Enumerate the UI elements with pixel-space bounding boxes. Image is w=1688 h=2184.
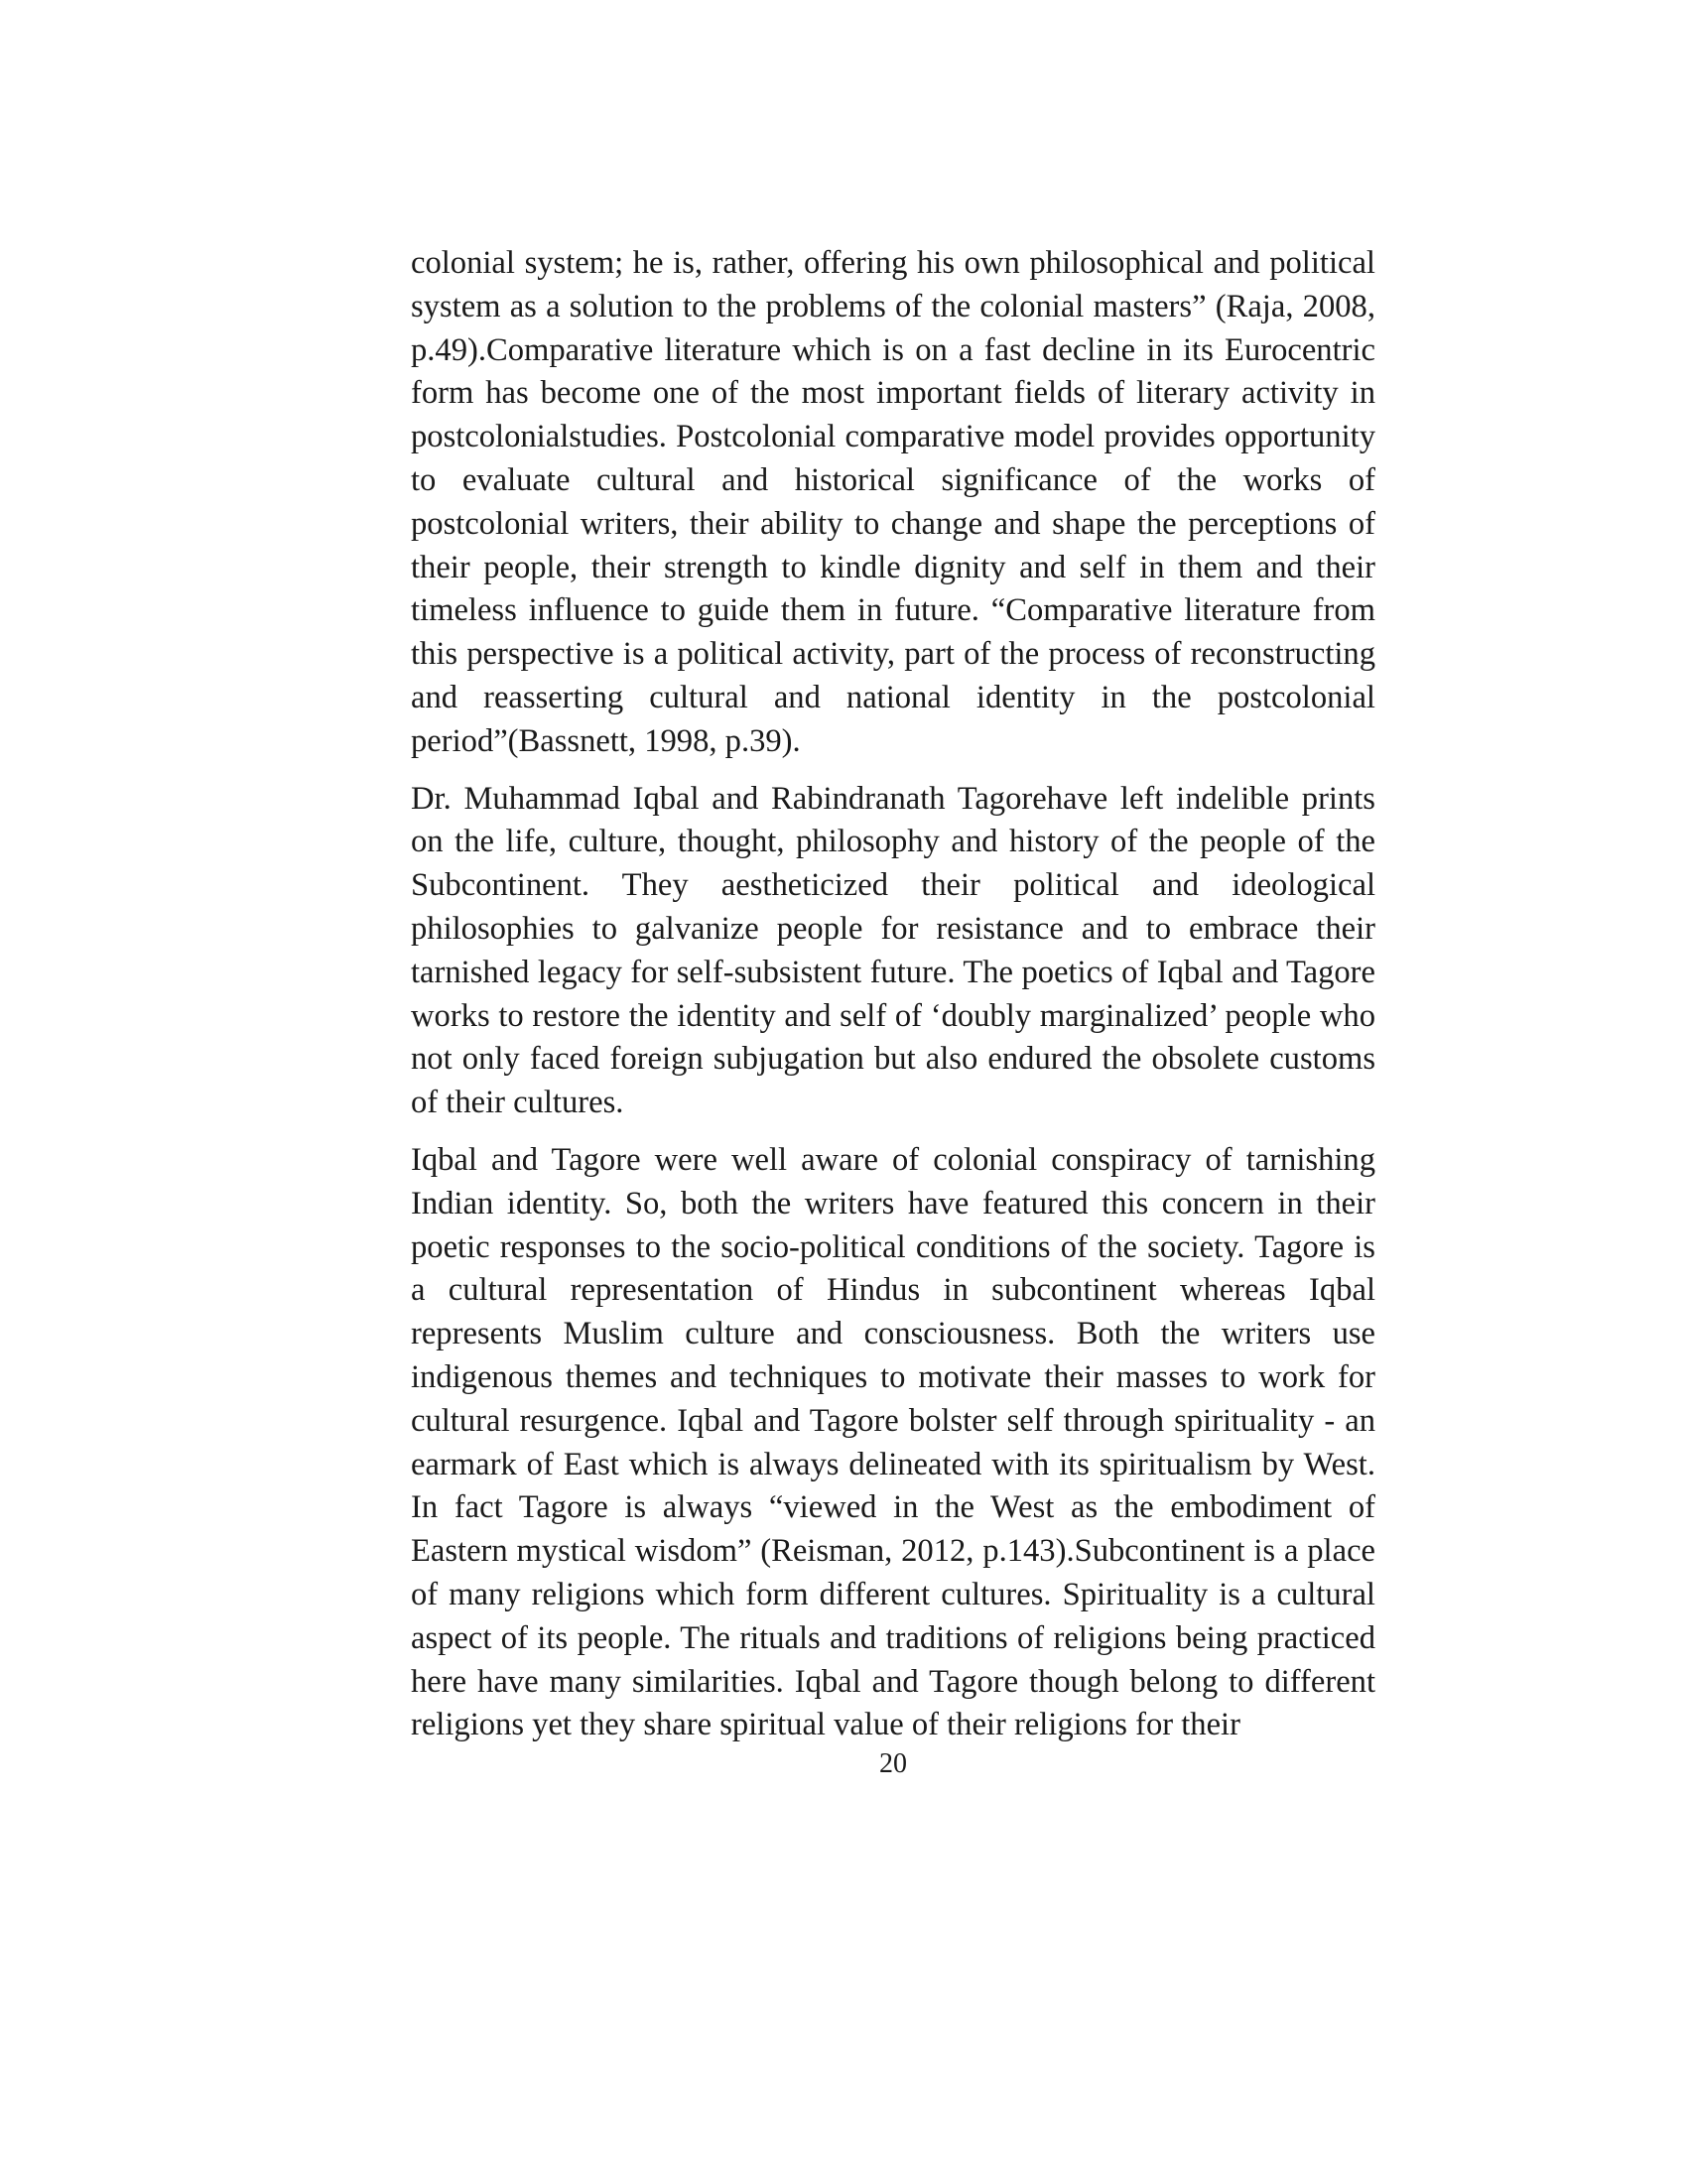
paragraph-iqbal-tagore-legacy: Dr. Muhammad Iqbal and Rabindranath Tagorehave left indelible prints on the life, culture, thought, philosophy and history of the people of the Subcontinent. They aestheticized their political and ideological philosophies to galvanize people for resistance and to embrace their tarnished legacy for self-subsistent future. The poetics of Iqbal and Tagore works to restore the identity and self of ‘doubly marginalized’ people who not only faced foreign subjugation but also endured the obsolete customs of their cultures. [411, 780, 1375, 1121]
body-text [411, 242, 1375, 1747]
page-number: 20 [879, 1748, 907, 1779]
paragraph-comparative-literature: colonial system; he is, rather, offering his own philosophical and political system as a solution to the problems of the colonial masters” (Raja, 2008, p.49).Comparative literature which is on a fast decline in its Eurocentric form has become one of the most important fields of literary activity in postcolonialstudies. Postcolonial comparative model provides opportunity to evaluate cultural and historical significance of the works of postcolonial writers, their ability to change and shape the perceptions of their people, their strength to kindle dignity and self in them and their timeless influence to guide them in future. “Comparative literature from this perspective is a political activity, part of the process of reconstructing and reasserting cultural and national identity in the postcolonial period”(Bassnett, 1998, p.39). [411, 245, 1375, 759]
paragraph-cultural-resurgence: Iqbal and Tagore were well aware of colonial conspiracy of tarnishing Indian identity. So, both the writers have featured this concern in their poetic responses to the socio-political conditions of the society. Tagore is a cultural representation of Hindus in subcontinent whereas Iqbal represents Muslim culture and consciousness. Both the writers use indigenous themes and techniques to motivate their masses to work for cultural resurgence. Iqbal and Tagore bolster self through spirituality - an earmark of East which is always delineated with its spiritualism by West. In fact Tagore is always “viewed in the West as the embodiment of Eastern mystical wisdom” (Reisman, 2012, p.143).Subcontinent is a place of many religions which form different cultures. Spirituality is a cultural aspect of its people. The rituals and traditions of religions being practiced here have many similarities. Iqbal and Tagore though belong to different religions yet they share spiritual value of their religions for their [411, 1141, 1375, 1743]
